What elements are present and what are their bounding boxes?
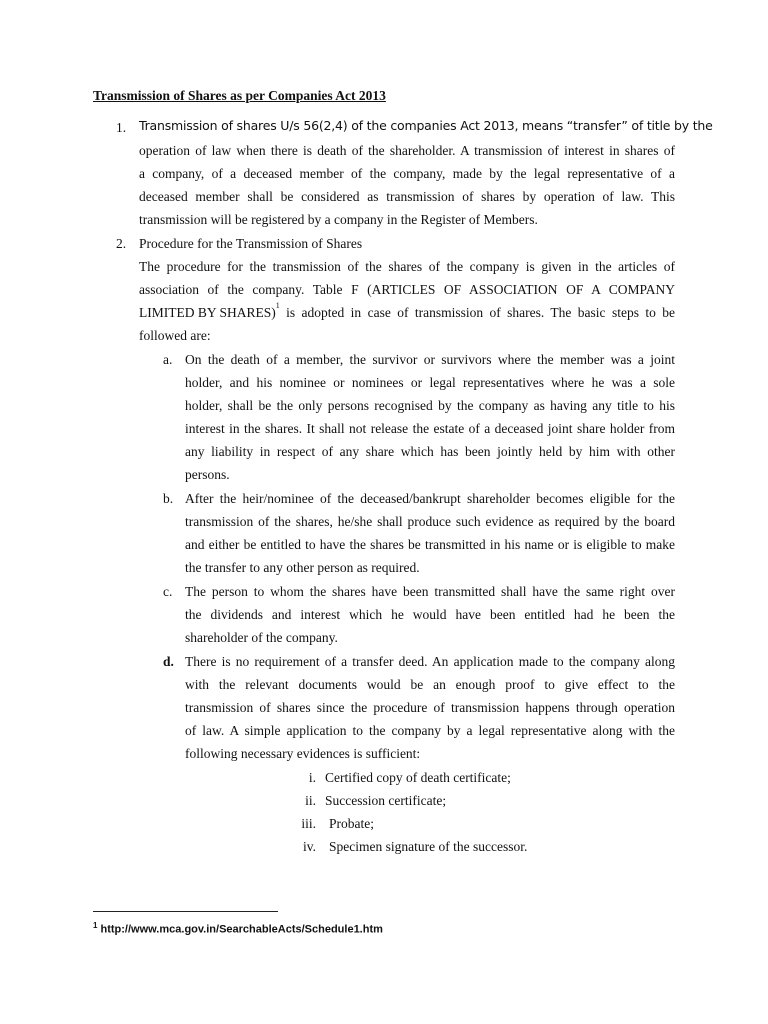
evidence-marker: iii. bbox=[301, 816, 316, 831]
step-a-line: persons. bbox=[185, 467, 230, 482]
item-2-intro-line: followed are: bbox=[139, 328, 211, 343]
step-c-line: shareholder of the company. bbox=[185, 630, 338, 645]
step-c-line: The person to whom the shares have been transmitted shall have the same right over bbox=[185, 584, 675, 599]
step-a-line: holder, shall be the only persons recognised by the company as having any title to his bbox=[185, 398, 675, 413]
footnote bbox=[93, 921, 383, 936]
document-title: Transmission of Shares as per Companies Act 2013 bbox=[93, 88, 386, 103]
item-1-line: a company, of a deceased member of the company, made by the legal representative of a bbox=[139, 166, 675, 181]
evidence-marker: iv. bbox=[303, 839, 316, 854]
item-1-line: transmission will be registered by a company in the Register of Members. bbox=[139, 212, 538, 227]
intro-text-part: LIMITED BY SHARES) bbox=[139, 305, 276, 320]
footnote-link[interactable]: http://www.mca.gov.in/SearchableActs/Schedule1.htm bbox=[97, 923, 383, 936]
step-a-line: interest in the shares. It shall not release the estate of a deceased joint share holder from bbox=[185, 421, 675, 436]
item-1-line: deceased member shall be considered as transmission of shares by operation of law. This bbox=[139, 189, 675, 204]
step-d-line: following necessary evidences is sufficient: bbox=[185, 746, 421, 761]
footnote-ref: 1 bbox=[275, 301, 280, 310]
footnote-marker: 1 bbox=[93, 921, 98, 930]
step-d-line: of law. A simple application to the company by a legal representative along with the bbox=[185, 723, 675, 738]
step-a-marker: a. bbox=[163, 352, 173, 367]
evidence-item: Probate; bbox=[329, 816, 374, 831]
item-1-marker: 1. bbox=[116, 120, 127, 135]
item-2-intro-line-3 bbox=[139, 301, 675, 320]
item-2-intro-line: The procedure for the transmission of the shares of the company is given in the articles of bbox=[139, 259, 675, 274]
step-d-line: transmission of shares since the procedure of transmission happens through operation bbox=[185, 700, 675, 715]
step-a-line: holder, and his nominee or nominees or legal representatives where he was a sole bbox=[185, 375, 675, 390]
step-b-line: After the heir/nominee of the deceased/bankrupt shareholder becomes eligible for the bbox=[185, 491, 675, 506]
footnote-separator bbox=[93, 911, 278, 912]
intro-text-part: is adopted in case of transmission of shares. The basic steps to be bbox=[279, 305, 675, 320]
step-b-line: the transfer to any other person as required. bbox=[185, 560, 420, 575]
item-1-line: operation of law when there is death of the shareholder. A transmission of interest in shares of bbox=[139, 143, 675, 158]
item-2-intro-line: association of the company. Table F (ARTICLES OF ASSOCIATION OF A COMPANY bbox=[139, 282, 675, 297]
evidence-marker: ii. bbox=[305, 793, 316, 808]
step-b-line: and either be entitled to have the shares be transmitted in his name or is eligible to make bbox=[185, 537, 675, 552]
step-d-line: with the relevant documents would be an enough proof to give effect to the bbox=[185, 677, 675, 692]
item-2-marker: 2. bbox=[116, 236, 127, 251]
step-d-marker: d. bbox=[163, 654, 174, 669]
evidence-marker: i. bbox=[308, 770, 316, 785]
item-1-line: Transmission of shares U/s 56(2,4) of the companies Act 2013, means “transfer” of title by the bbox=[139, 118, 713, 133]
step-a-line: any liability in respect of any share which has been jointly held by him with other bbox=[185, 444, 675, 459]
step-b-marker: b. bbox=[163, 491, 174, 506]
item-2-heading: Procedure for the Transmission of Shares bbox=[139, 236, 363, 251]
step-b-line: transmission of the shares, he/she shall produce such evidence as required by the board bbox=[185, 514, 675, 529]
step-a-line: On the death of a member, the survivor or survivors where the member was a joint bbox=[185, 352, 675, 367]
step-c-line: the dividends and interest which he would have been entitled had he been the bbox=[185, 607, 675, 622]
step-c-marker: c. bbox=[163, 584, 173, 599]
evidence-item: Succession certificate; bbox=[325, 793, 447, 808]
evidence-item: Specimen signature of the successor. bbox=[329, 839, 528, 854]
evidence-item: Certified copy of death certificate; bbox=[325, 770, 511, 785]
step-d-line: There is no requirement of a transfer deed. An application made to the company along bbox=[185, 654, 675, 669]
